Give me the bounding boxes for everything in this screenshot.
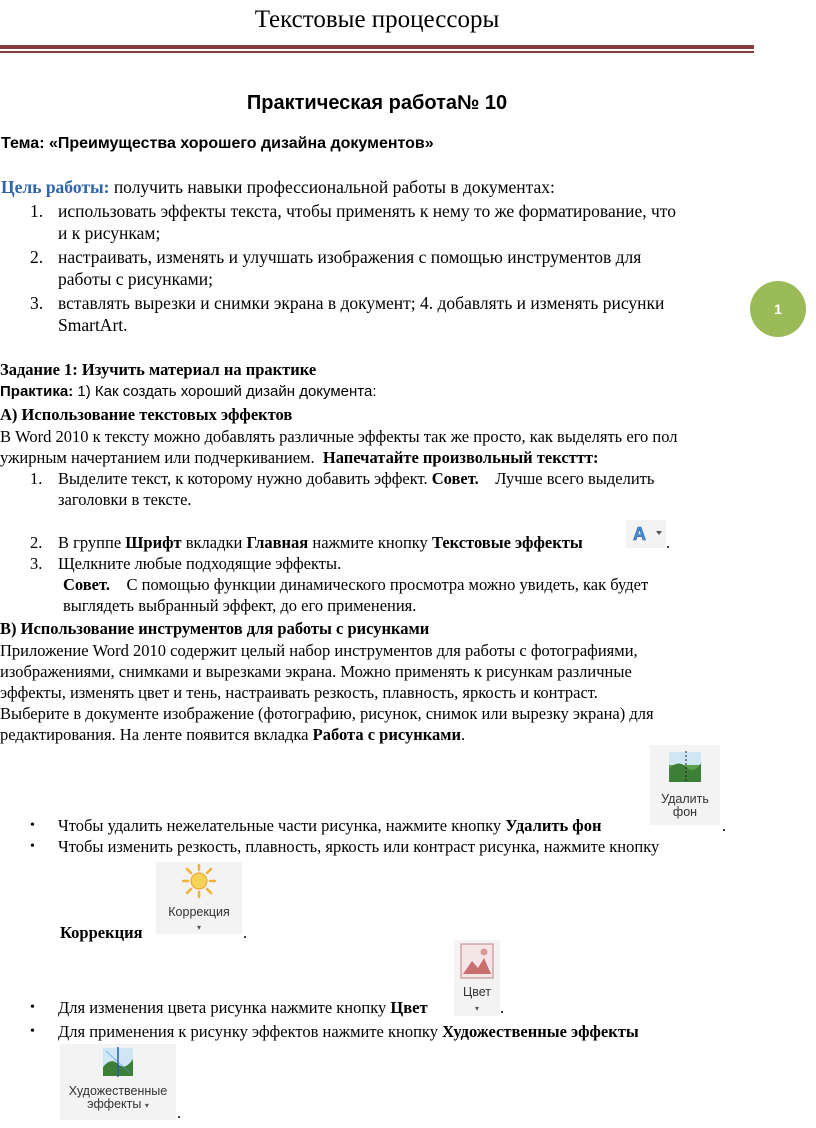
goal-text: получить навыки профессиональной работы в документах:: [109, 177, 555, 197]
correction-text: Коррекция: [60, 923, 143, 942]
topic: Тема: «Преимущества хорошего дизайна документов»: [1, 135, 434, 152]
work-title: Практическая работа№ 10: [246, 92, 508, 114]
bullet-glyph: •: [30, 1024, 35, 1039]
step-2: [30, 532, 730, 553]
header-rule-thin: [0, 51, 754, 53]
remove-background-icon: [668, 751, 702, 783]
bullet-glyph: •: [30, 818, 35, 833]
bullet-glyph: •: [30, 839, 35, 854]
practice-line: [0, 382, 377, 402]
step-line: заголовки в тексте.: [58, 490, 192, 509]
section-b-paragraph: [0, 640, 740, 745]
color-label: Цвет: [462, 985, 491, 999]
section-a-paragraph: [0, 426, 740, 468]
header-rule-thick: [0, 45, 754, 49]
correction-label: Коррекция: [168, 905, 230, 919]
chevron-down-icon: ▾: [474, 1004, 479, 1013]
sun-icon: [182, 864, 216, 898]
paragraph-line: Выберите в документе изображение (фотографию, рисунок, снимок или вырезку экрана) для: [0, 704, 654, 723]
color-button[interactable]: [454, 940, 500, 1016]
section-b-title: В) Использование инструментов для работы с рисунками: [0, 619, 430, 638]
goal-label: Цель работы:: [1, 177, 110, 197]
paragraph-line: В Word 2010 к тексту можно добавлять различные эффекты так же просто, как выделять его пол: [0, 427, 678, 446]
remove-background-label: Удалить фон: [661, 792, 709, 819]
correction-end: .: [243, 923, 248, 942]
header-title: Текстовые процессоры: [254, 6, 500, 33]
goal-item-3: [30, 292, 750, 336]
list-number: 1.: [30, 201, 44, 221]
bullet-1-end: .: [722, 816, 727, 835]
list-number: 2.: [30, 533, 43, 552]
paragraph-line: Приложение Word 2010 содержит целый набор инструментов для работы с фотографиями,: [0, 641, 638, 660]
goal-item-line1: использовать эффекты текста, чтобы применять к нему то же форматирование, что: [58, 201, 676, 221]
goal-item-line1: вставлять вырезки и снимки экрана в документ; 4. добавлять и изменять рисунки: [58, 293, 665, 313]
bullet-item-correction: • Чтобы изменить резкость, плавность, яркость или контраст рисунка, нажмите кнопку: [30, 837, 660, 856]
practice-text: 1) Как создать хороший дизайн документа:: [73, 383, 377, 400]
chevron-down-icon: ▾: [144, 1101, 149, 1110]
step-line: Выделите текст, к которому нужно добавить эффект. Совет. Лучше всего выделить: [58, 469, 655, 488]
text-effects-button[interactable]: [626, 520, 666, 548]
step-line: Щелкните любые подходящие эффекты.: [58, 554, 342, 573]
chevron-down-icon: ▾: [196, 923, 201, 932]
page-number-badge: 1: [750, 281, 806, 337]
list-number: 3.: [30, 554, 43, 573]
step-tip: Совет. С помощью функции динамического просмотра можно увидеть, как будет: [63, 575, 649, 594]
bullet-item-artistic: • Для применения к рисунку эффектов нажмите кнопку Художественные эффекты: [30, 1022, 639, 1041]
list-number: 3.: [30, 293, 44, 313]
artistic-effects-label: Художественные эффекты ▾: [68, 1084, 168, 1111]
artistic-effects-button[interactable]: [60, 1044, 176, 1120]
paragraph-line: изображениями, снимками и вырезками экрана. Можно применять к рисункам различные: [0, 662, 632, 681]
paragraph-line: эффекты, изменять цвет и тень, настраивать резкость, плавность, яркость и контраст.: [0, 683, 598, 702]
goal-item-1: [30, 200, 750, 244]
section-a-title: А) Использование текстовых эффектов: [0, 405, 293, 424]
text-effects-icon: [626, 520, 666, 548]
task1-title: Задание 1: Изучить материал на практике: [0, 360, 317, 379]
goal-item-2: [30, 246, 750, 290]
paragraph-line: ужирным начертанием или подчеркиванием. Напечатайте произвольный тексттт:: [0, 448, 599, 467]
step-3: [30, 553, 730, 616]
goal-item-line1: настраивать, изменять и улучшать изображения с помощью инструментов для: [58, 247, 642, 267]
bullet-item-color: • Для изменения цвета рисунка нажмите кнопку Цвет: [30, 998, 428, 1017]
goal-item-line2: SmartArt.: [58, 315, 128, 335]
step-2-end: .: [666, 533, 671, 552]
goal-item-line2: работы с рисунками;: [58, 269, 213, 289]
goal-line: [1, 176, 555, 198]
artistic-end: .: [177, 1103, 182, 1122]
color-picture-icon: [459, 942, 495, 980]
list-number: 2.: [30, 247, 44, 267]
paragraph-line: редактирования. На ленте появится вкладка Работа с рисунками.: [0, 725, 466, 744]
step-line: В группе Шрифт вкладки Главная нажмите кнопку Текстовые эффекты: [58, 533, 583, 552]
bullet-item-remove-bg: • Чтобы удалить нежелательные части рисунка, нажмите кнопку Удалить фон: [30, 816, 602, 835]
remove-background-button[interactable]: [650, 745, 720, 825]
svg-text:A: A: [633, 524, 646, 544]
artistic-effects-icon: [102, 1047, 134, 1077]
correction-button[interactable]: [156, 862, 242, 934]
bullet-glyph: •: [30, 1000, 35, 1015]
step-1: [30, 468, 730, 510]
color-end: .: [500, 998, 505, 1017]
step-tip-line2: выглядеть выбранный эффект, до его применения.: [63, 596, 417, 615]
practice-label: Практика:: [0, 383, 74, 400]
list-number: 1.: [30, 469, 43, 488]
goal-item-line2: и к рисункам;: [58, 223, 161, 243]
